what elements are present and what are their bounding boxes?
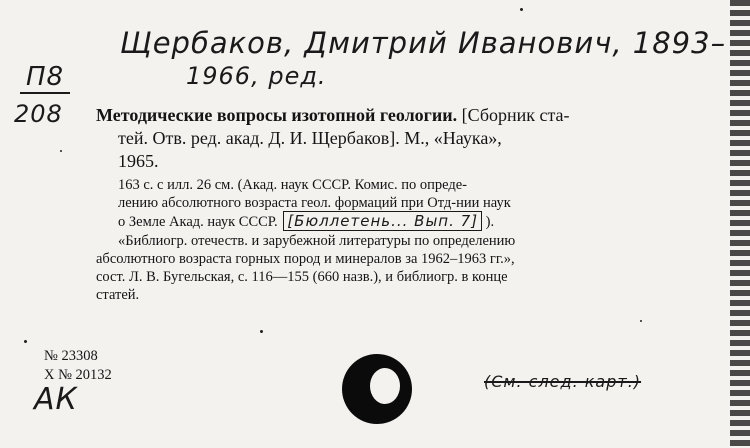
struck-note: (См. след. карт.): [484, 372, 642, 391]
entry-title-rest: [Сборник ста-: [461, 105, 570, 125]
entry-line-10: статей.: [96, 287, 140, 303]
entry-line-8: абсолютного возраста горных пород и минералов за 1962–1963 гг.»,: [96, 251, 515, 267]
accession-number-2: X № 20132: [44, 367, 112, 383]
entry-line-6-text: о Земле Акад. наук СССР.: [118, 214, 278, 230]
entry-line-7: «Библиогр. отечеств. и зарубежной литературы по определению: [118, 233, 516, 249]
entry-line-9: сост. Л. В. Бугельская, с. 116—155 (660 назв.), и библиогр. в конце: [96, 269, 508, 285]
scan-speck: [60, 150, 62, 152]
entry-line-4: 163 с. с илл. 26 см. (Акад. наук СССР. Комис. по опреде-: [118, 177, 467, 193]
entry-title-line: [96, 104, 570, 126]
scan-speck: [24, 340, 27, 343]
punch-hole-icon: [342, 354, 412, 424]
entry-line-5: лению абсолютного возраста геол. формаций при Отд-нии наук: [118, 195, 511, 211]
entry-line-6: [118, 213, 494, 231]
entry-line-6-end: ).: [485, 214, 495, 230]
entry-title: Методические вопросы изотопной геологии.: [96, 105, 458, 125]
author-handwriting-line2: 1966, ред.: [186, 62, 327, 90]
scan-speck: [260, 330, 263, 333]
accession-number-1: № 23308: [44, 348, 98, 364]
entry-line-2: тей. Отв. ред. акад. Д. И. Щербаков]. М., «Наука»,: [118, 128, 502, 148]
scan-edge-artifact: [730, 0, 750, 448]
entry-line-3: 1965.: [118, 151, 159, 171]
scan-speck: [640, 320, 642, 322]
scan-speck: [520, 8, 523, 11]
shelf-mark-bottom: 208: [14, 100, 63, 128]
initials-handwriting: АК: [34, 382, 78, 417]
author-handwriting-line1: Щербаков, Дмитрий Иванович, 1893–: [120, 26, 727, 60]
shelf-mark-top: П8: [20, 62, 70, 94]
entry-line-6-handwriting: [Бюллетень... Вып. 7]: [283, 211, 482, 231]
